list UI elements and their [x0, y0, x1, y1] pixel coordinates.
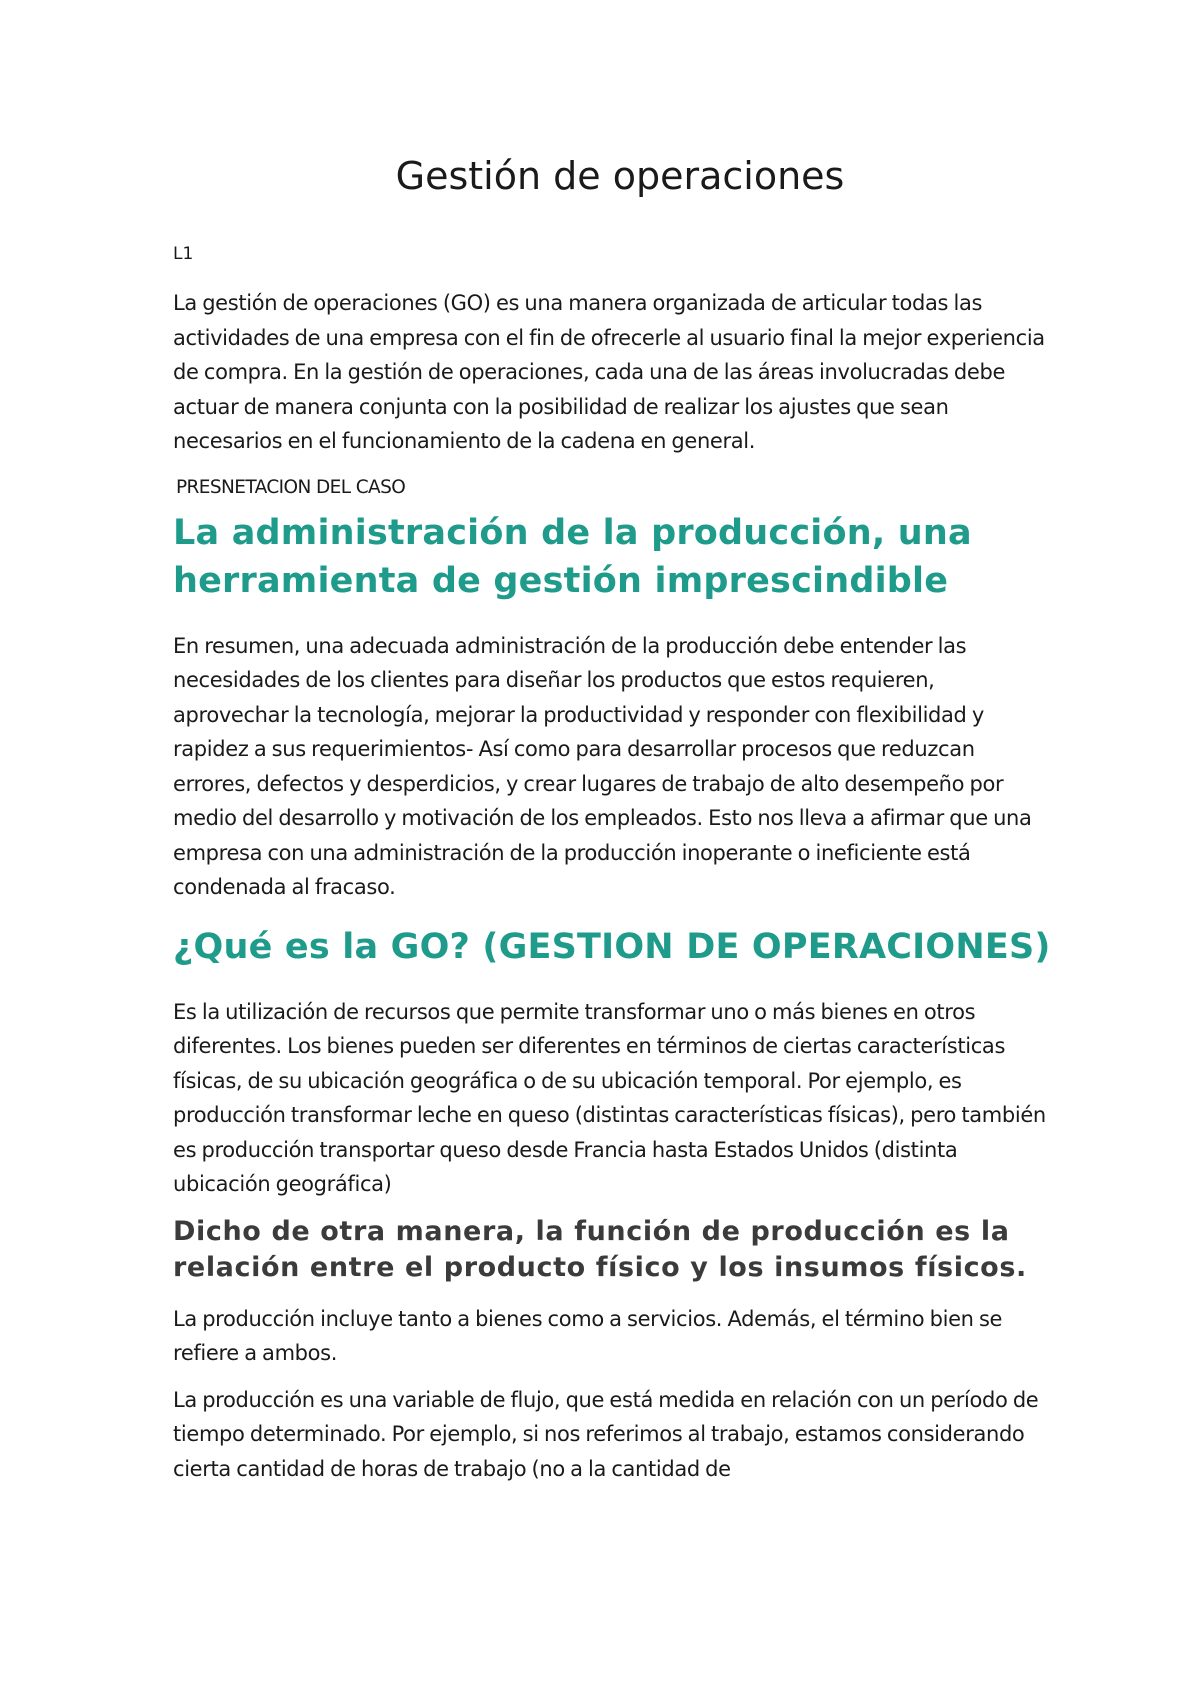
- flow-variable-paragraph: La producción es una variable de flujo, que está medida en relación con un período de tiempo determinado. Por ejemplo, si nos referimos al trabajo, estamos considerando cierta cantidad de horas de trabajo (no a la cantidad de: [173, 1387, 1039, 1481]
- document-title: Gestión de operaciones: [395, 154, 845, 198]
- case-label: PRESNETACION DEL CASO: [176, 476, 406, 498]
- subheading-production-function: Dicho de otra manera, la función de producción es la relación entre el producto físico y los insumos físicos.: [173, 1215, 1027, 1283]
- lesson-label: L1: [173, 244, 194, 264]
- document-content: [173, 146, 1053, 1498]
- section-heading-production: La administración de la producción, una herramienta de gestión imprescindible: [173, 512, 972, 601]
- definition-paragraph: Es la utilización de recursos que permite transformar uno o más bienes en otros diferentes. Los bienes pueden ser diferentes en términos de ciertas características físicas, de su ubicación geográfica o de su ubicación temporal. Por ejemplo, es producción transformar leche en queso (distintas características físicas), pero también es producción transportar queso desde Francia hasta Estados Unidos (distinta ubicación geográfica): [173, 999, 1046, 1196]
- section-heading-what-is-go: ¿Qué es la GO? (GESTION DE OPERACIONES): [173, 926, 1051, 967]
- goods-services-paragraph: La producción incluye tanto a bienes como a servicios. Además, el término bien se refiere a ambos.: [173, 1306, 1003, 1365]
- summary-paragraph: En resumen, una adecuada administración de la producción debe entender las necesidades de los clientes para diseñar los productos que estos requieren, aprovechar la tecnología, mejorar la productividad y responder con flexibilidad y rapidez a sus requerimientos- Así como para desarrollar procesos que reduzcan errores, defectos y desperdicios, y crear lugares de trabajo de alto desempeño por medio del desarrollo y motivación de los empleados. Esto nos lleva a afirmar que una empresa con una administración de la producción inoperante o ineficiente está condenada al fracaso.: [173, 633, 1032, 899]
- intro-paragraph: La gestión de operaciones (GO) es una manera organizada de articular todas las actividades de una empresa con el fin de ofrecerle al usuario final la mejor experiencia de compra. En la gestión de operaciones, cada una de las áreas involucradas debe actuar de manera conjunta con la posibilidad de realizar los ajustes que sean necesarios en el funcionamiento de la cadena en general.: [173, 291, 1045, 453]
